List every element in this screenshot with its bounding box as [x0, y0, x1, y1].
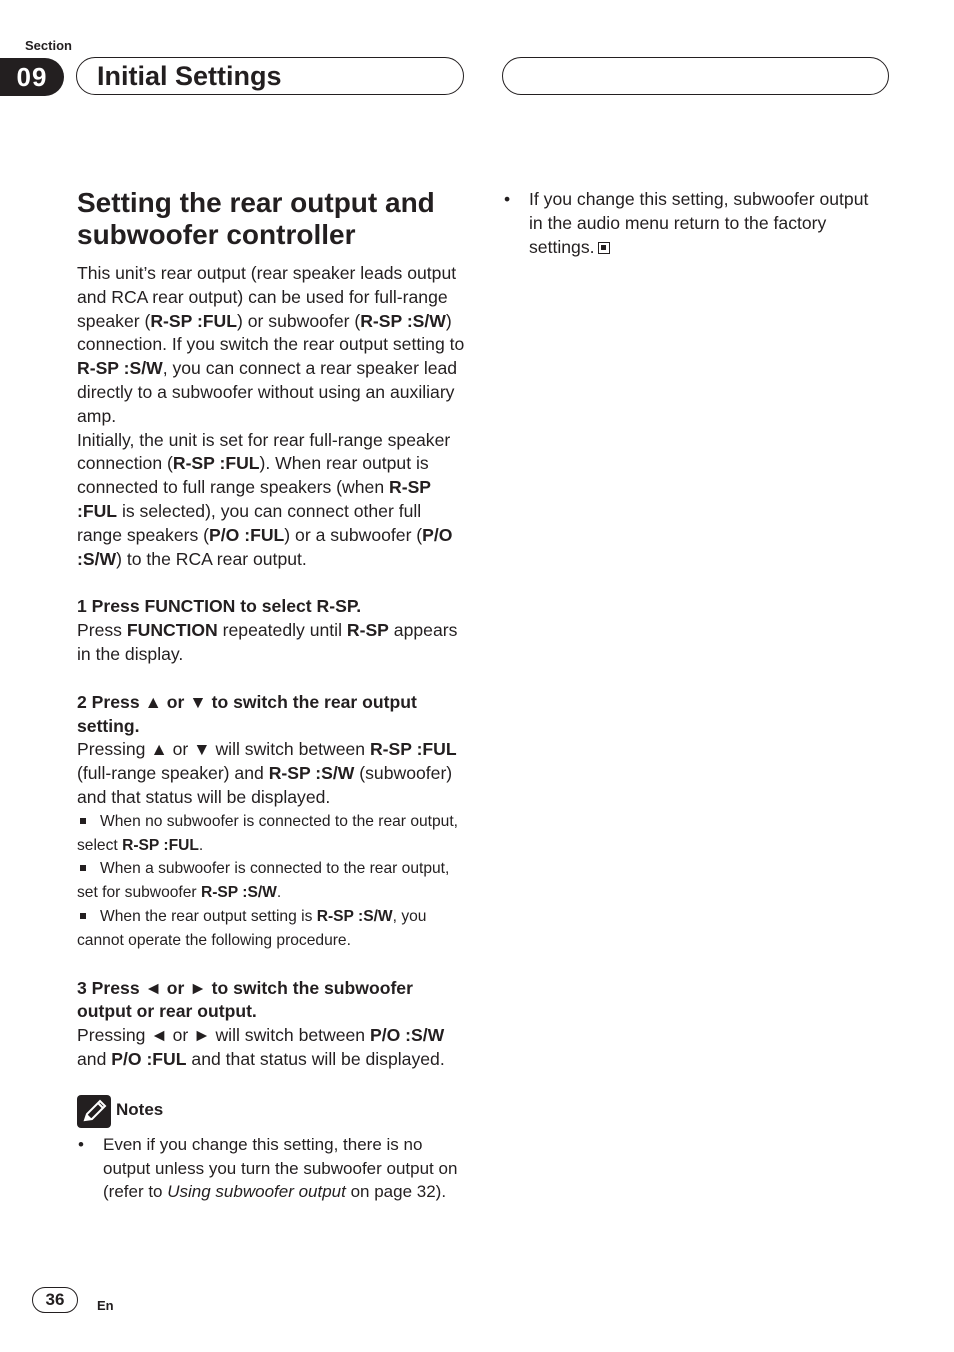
intro-term: R-SP :FUL — [150, 310, 238, 331]
step2-bullet-1 — [77, 810, 465, 858]
step2-text: (full-range speaker) and — [77, 763, 269, 784]
header-blank-frame — [502, 57, 889, 95]
step1-body — [77, 619, 465, 667]
note-text: on page 32). — [345, 1182, 447, 1201]
intro2-term: P/O :FUL — [209, 524, 285, 545]
end-mark-icon — [598, 242, 610, 254]
step3-text: and — [77, 1048, 112, 1069]
intro-term: R-SP :S/W — [360, 310, 446, 331]
section-title-line2: subwoofer controller — [77, 219, 356, 250]
intro2-text: ) to the RCA rear output. — [116, 548, 307, 569]
right-bullet-text: If you change this setting, subwoofer output in the audio menu return to the factory settings. — [529, 189, 869, 257]
notes-item-1 — [77, 1133, 465, 1204]
section-title — [77, 187, 465, 251]
step3-heading: 3 Press ◄ or ► to switch the subwoofer output or rear output. — [77, 977, 413, 1022]
intro2-term: R-SP :FUL — [172, 453, 260, 474]
notes-pencil-icon — [77, 1095, 111, 1128]
main-column — [77, 187, 465, 1072]
intro2-term: P/O :S/W — [77, 524, 453, 569]
intro2-text: ). When rear output is connected to full range speakers (when — [77, 453, 429, 498]
note-reference: Using subwoofer output — [167, 1182, 346, 1201]
bullet-term: R-SP :FUL — [122, 836, 199, 854]
step3-body — [77, 1024, 465, 1072]
section-number-badge: 09 — [0, 58, 64, 96]
square-bullet-icon — [80, 818, 86, 824]
intro2-paragraph — [77, 429, 465, 572]
bullet-text: . — [198, 836, 204, 854]
bullet-text: When a subwoofer is connected to the rear output, set for subwoofer — [77, 860, 450, 902]
intro-term: R-SP :S/W — [77, 358, 163, 379]
page-number: 36 — [32, 1287, 78, 1313]
square-bullet-icon — [80, 865, 86, 871]
bullet-text: When the rear output setting is — [100, 907, 317, 925]
step2-bullet-3 — [77, 905, 465, 953]
note-text: Even if you change this setting, there is no output unless you turn the subwoofer output on (refer to — [103, 1135, 458, 1201]
notes-list — [77, 1133, 465, 1204]
chapter-title: Initial Settings — [97, 61, 282, 91]
step2-bullet-2 — [77, 857, 465, 905]
language-label: En — [97, 1298, 114, 1313]
step2-term: R-SP :S/W — [268, 763, 355, 784]
notes-label: Notes — [116, 1100, 164, 1119]
bullet-text: When no subwoofer is connected to the rear output, select — [77, 812, 459, 854]
step1-text: repeatedly until — [217, 620, 347, 641]
step2-body — [77, 738, 465, 809]
intro2-text: Initially, the unit is set for rear full-range speaker connection ( — [77, 429, 451, 474]
bullet-text: , you cannot operate the following procedure. — [77, 907, 427, 949]
intro-text: ) or subwoofer ( — [237, 310, 361, 331]
intro2-text: is selected), you can connect other full range speakers ( — [77, 500, 422, 545]
step2-term: R-SP :FUL — [369, 739, 457, 760]
step2-text: (subwoofer) and that status will be displayed. — [77, 763, 453, 807]
step2-text: Pressing ▲ or ▼ will switch between — [77, 739, 370, 760]
step1-heading: 1 Press FUNCTION to select R-SP. — [77, 596, 362, 617]
step1-term: FUNCTION — [126, 620, 218, 641]
step3-term: P/O :S/W — [369, 1025, 445, 1046]
intro-paragraph — [77, 262, 465, 429]
step1-term: R-SP — [346, 620, 389, 641]
bullet-term: R-SP :S/W — [200, 884, 277, 902]
step3-text: and that status will be displayed. — [186, 1048, 445, 1069]
intro2-term: R-SP :FUL — [77, 477, 431, 521]
step3-text: Pressing ◄ or ► will switch between — [77, 1025, 370, 1046]
step2-heading: 2 Press ▲ or ▼ to switch the rear output setting. — [77, 691, 417, 736]
right-column — [503, 188, 883, 259]
bullet-text: . — [276, 884, 282, 902]
intro2-text: ) or a subwoofer ( — [284, 524, 423, 545]
intro-text: This unit’s rear output (rear speaker leads output and RCA rear output) can be used for full-range speaker ( — [77, 263, 457, 331]
step1-text: appears in the display. — [77, 620, 458, 664]
section-title-line1: Setting the rear output and — [77, 187, 435, 218]
step3-term: P/O :FUL — [111, 1048, 187, 1069]
square-bullet-icon — [80, 913, 86, 919]
intro-text: , you can connect a rear speaker lead directly to a subwoofer without using an auxiliary amp. — [77, 358, 458, 426]
section-label: Section — [25, 38, 72, 53]
step1-text: Press — [77, 620, 127, 641]
intro-text: ) connection. If you switch the rear output setting to — [77, 310, 465, 355]
right-bullet-1 — [503, 188, 883, 259]
bullet-term: R-SP :S/W — [316, 907, 393, 925]
